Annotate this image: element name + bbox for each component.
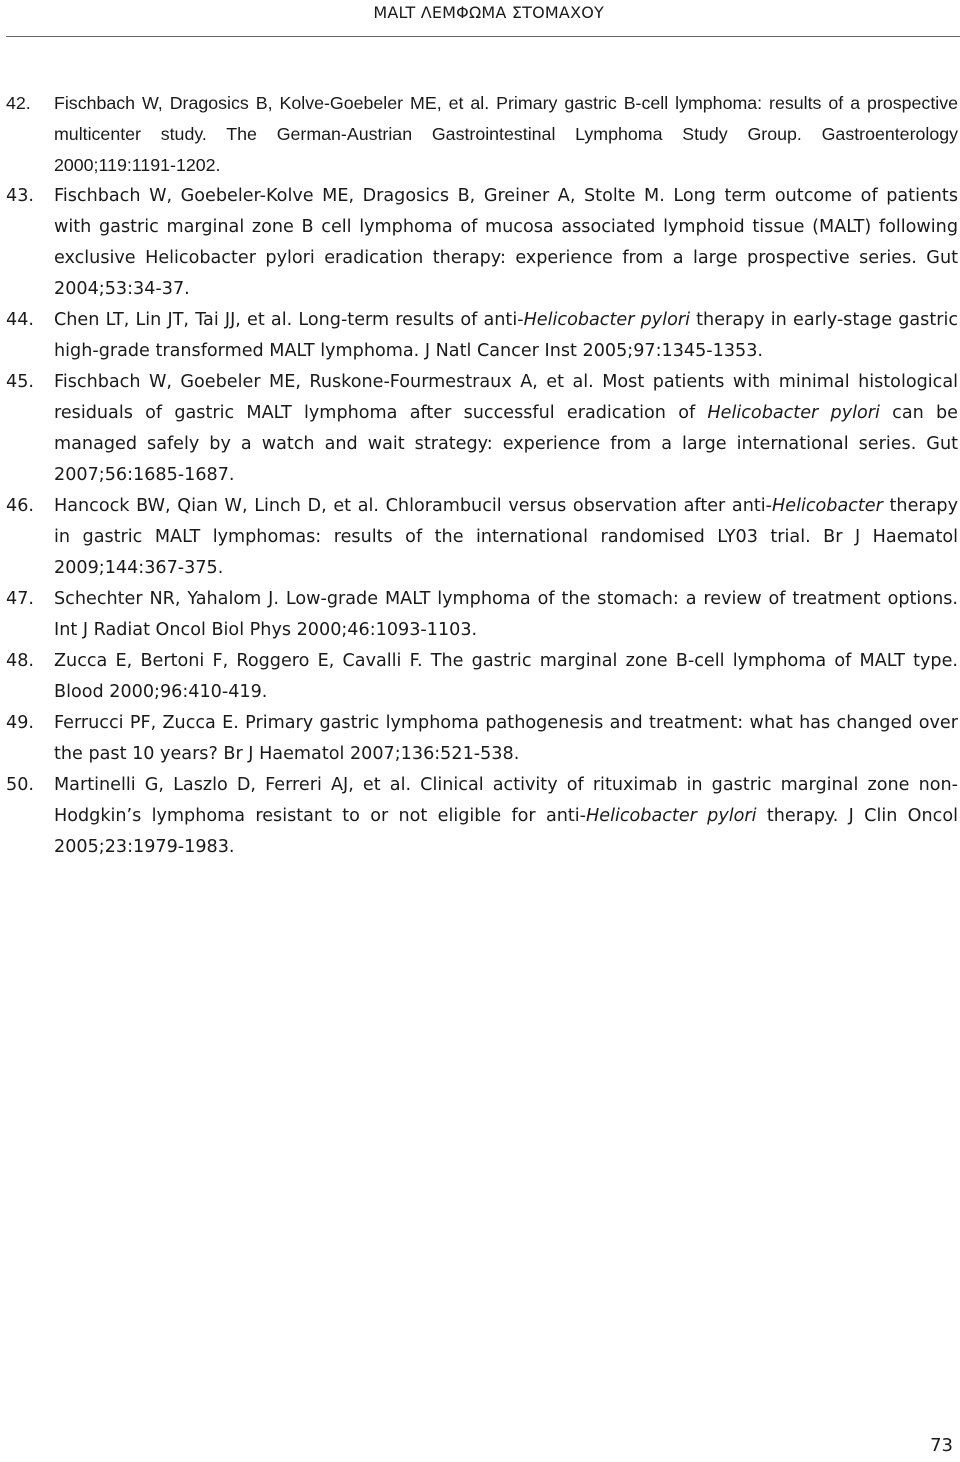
reference-text-before: Martinelli G, Laszlo D, Ferreri AJ, et al. Clinical activity of rituximab in gastric marginal zone non-Hodgkin’s lymphoma resistant to or not eligible for anti- [54,775,958,826]
reference-italic-term: Helicobacter pylori [707,403,880,423]
reference-45 [6,367,958,491]
reference-number: 44. [6,310,34,330]
reference-list [6,88,958,863]
reference-number: 49. [6,713,34,733]
reference-text-before: Hancock BW, Qian W, Linch D, et al. Chlorambucil versus observation after anti- [54,496,773,516]
reference-49 [6,708,958,770]
reference-text: Fischbach W, Dragosics B, Kolve-Goebeler ME, et al. Primary gastric B-cell lymphoma: results of a prospective multicenter study. The German-Austrian Gastrointestinal Lymphoma Study Group. Gastroenterology 2000;119:1191-1202. [54,93,958,175]
reference-text-before: Chen LT, Lin JT, Tai JJ, et al. Long-term results of anti- [54,310,524,330]
reference-text-before: Fischbach W, Goebeler ME, Ruskone-Fourmestraux A, et al. Most patients with minimal histological residuals of gastric MALT lymphoma after successful eradication of [54,372,958,423]
reference-43 [6,181,958,305]
reference-48 [6,646,958,708]
reference-text-after: therapy in gastric MALT lymphomas: results of the international randomised LY03 trial. Br J Haematol 2009;144:367-375. [54,496,959,578]
reference-italic-term: Helicobacter [772,496,883,516]
reference-text-after: can be managed safely by a watch and wait strategy: experience from a large international series. Gut 2007;56:1685-1687. [54,403,958,485]
reference-number: 43. [6,186,34,206]
header-divider [6,36,960,37]
reference-number: 42. [6,93,31,113]
reference-text: Ferrucci PF, Zucca E. Primary gastric lymphoma pathogenesis and treatment: what has changed over the past 10 years? Br J Haematol 2007;136:521-538. [54,713,958,764]
reference-text-after: therapy. J Clin Oncol 2005;23:1979-1983. [54,806,958,857]
page-number: 73 [930,1435,953,1456]
reference-text: Fischbach W, Goebeler-Kolve ME, Dragosics B, Greiner A, Stolte M. Long term outcome of patients with gastric marginal zone B cell lymphoma of mucosa associated lymphoid tissue (MALT) following exclusive Helicobacter pylori eradication therapy: experience from a large prospective series. Gut 2004;53:34-37. [54,186,958,299]
reference-50 [6,770,958,863]
reference-number: 47. [6,589,34,609]
reference-number: 50. [6,775,34,795]
reference-text-after: therapy in early-stage gastric high-grade transformed MALT lymphoma. J Natl Cancer Inst 2005;97:1345-1353. [54,310,959,361]
reference-text: Schechter NR, Yahalom J. Low-grade MALT lymphoma of the stomach: a review of treatment options. Int J Radiat Oncol Biol Phys 2000;46:1093-1103. [54,589,958,640]
reference-number: 46. [6,496,34,516]
running-header-title: MALT ΛΕΜΦΩΜΑ ΣΤΟΜΑΧΟΥ [373,3,604,22]
reference-47 [6,584,958,646]
reference-44 [6,305,958,367]
reference-42 [6,88,958,181]
reference-46 [6,491,958,584]
reference-text: Zucca E, Bertoni F, Roggero E, Cavalli F. The gastric marginal zone B-cell lymphoma of MALT type. Blood 2000;96:410-419. [54,651,958,702]
reference-italic-term: Helicobacter pylori [523,310,690,330]
reference-italic-term: Helicobacter pylori [586,806,757,826]
reference-number: 45. [6,372,34,392]
reference-number: 48. [6,651,34,671]
